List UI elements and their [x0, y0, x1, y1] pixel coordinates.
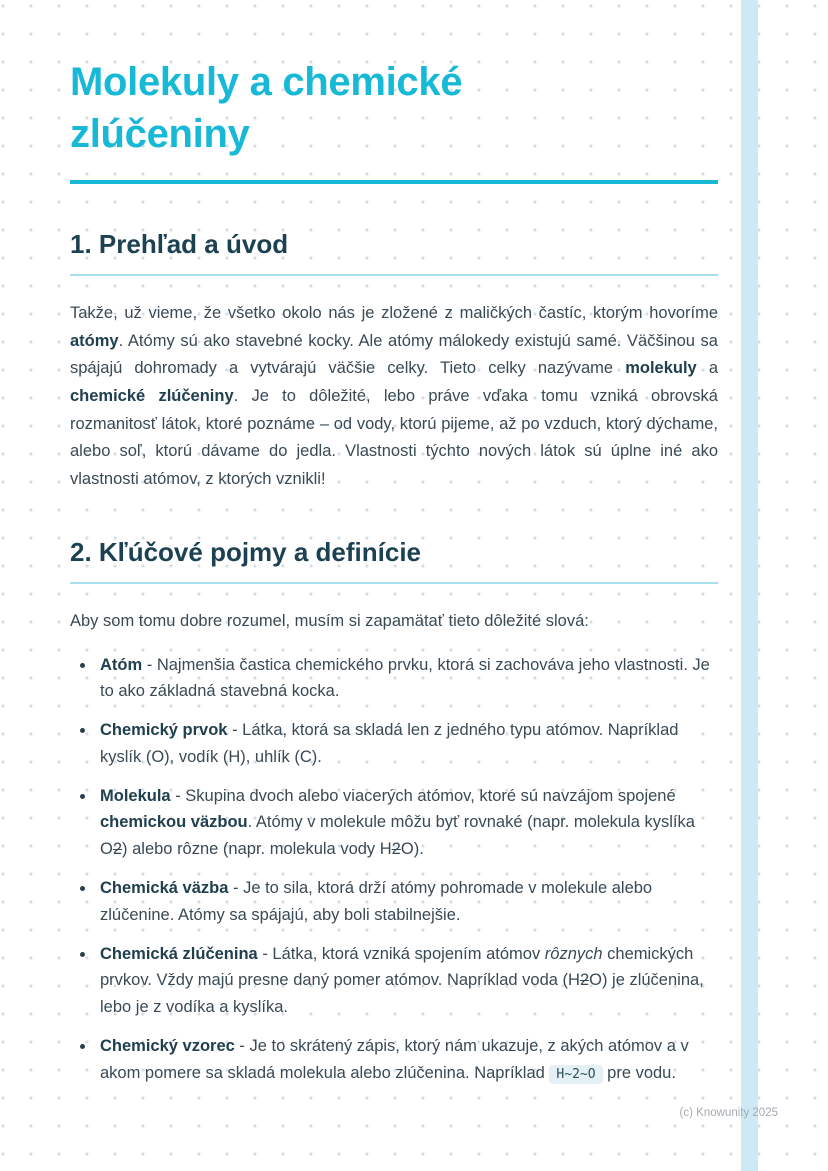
text-run: pre vodu.: [602, 1063, 676, 1082]
text-run: a: [696, 359, 718, 378]
section-definitions: [70, 538, 718, 1086]
text-run: O) je zlúčenina, lebo je z vodíka a kyslíka.: [100, 971, 704, 1016]
text-run: Chemický vzorec: [100, 1037, 235, 1056]
definition-item: [96, 1033, 718, 1086]
text-run: molekuly: [625, 359, 697, 378]
text-run: . Je to dôležité, lebo práve vďaka tomu vzniká obrovská rozmanitosť látok, ktoré poznáme – od vody, ktorú pijeme, až po vzduch, ktorý dýchame, alebo soľ, ktorú dávame do jedla. Vlastnosti týchto nových látok sú úplne iné ako vlastnosti atómov, z ktorých vznikli!: [70, 387, 718, 489]
definition-item: [96, 652, 718, 705]
title-divider: [70, 180, 718, 184]
text-run: atómy: [70, 331, 119, 350]
definition-item: [96, 941, 718, 1020]
text-run: Takže, už vieme, že všetko okolo nás je zložené z maličkých častíc, ktorým hovoríme: [70, 303, 718, 322]
section-2-heading: 2. Kľúčové pojmy a definície: [70, 538, 718, 584]
text-run: 2: [391, 839, 401, 858]
text-run: . Atómy sú ako stavebné kocky. Ale atómy málokedy existujú samé. Väčšinou sa spájajú dohromady a vytvárajú väčšie celky. Tieto celky nazývame: [70, 331, 718, 378]
text-run: . Atómy v molekule môžu byť rovnaké (napr. molekula kyslíka O: [100, 813, 695, 858]
text-run: chemickou väzbou: [100, 813, 248, 832]
inline-code-chip: H~2~O: [549, 1065, 602, 1084]
text-run: ) alebo rôzne (napr. molekula vody H: [122, 839, 392, 858]
definition-item: [96, 875, 718, 928]
page-title-line-1: Molekuly a chemické: [70, 60, 463, 104]
footer-credit: (c) Knowunity 2025: [679, 1107, 778, 1119]
page-title: [70, 56, 718, 160]
text-run: - Skupina dvoch alebo viacerých atómov, ktoré sú navzájom spojené: [170, 787, 676, 806]
text-run: - Najmenšia častica chemického prvku, ktorá si zachováva jeho vlastnosti. Je to ako základná stavebná kocka.: [100, 655, 710, 700]
section-1-heading: 1. Prehľad a úvod: [70, 230, 718, 276]
text-run: 2: [112, 839, 123, 858]
text-run: rôznych: [544, 945, 603, 964]
text-run: Molekula: [100, 787, 171, 806]
text-run: - Je to skrátený zápis, ktorý nám ukazuje, z akých atómov a v akom pomere sa skladá molekula alebo zlúčenina. Napríklad: [100, 1037, 689, 1082]
text-run: Chemický prvok: [100, 721, 228, 740]
text-run: - Je to sila, ktorá drží atómy pohromade v molekule alebo zlúčenine. Atómy sa spájajú, aby boli stabilnejšie.: [100, 879, 653, 924]
text-run: chemické zlúčeniny: [70, 387, 234, 406]
text-run: 2: [579, 971, 590, 990]
definition-item: [96, 783, 718, 862]
definitions-list: [70, 652, 718, 1086]
margin-stripe: [741, 0, 758, 1171]
definition-item: [96, 717, 718, 770]
text-run: Chemická väzba: [100, 879, 229, 898]
text-run: chemických prvkov. Vždy majú presne daný pomer atómov. Napríklad voda (H: [100, 945, 694, 990]
text-run: O).: [400, 839, 424, 858]
page-title-line-2: zlúčeniny: [70, 112, 250, 156]
text-run: - Látka, ktorá sa skladá len z jedného typu atómov. Napríklad kyslík (O), vodík (H), uhlík (C).: [100, 721, 679, 766]
definitions-intro: Aby som tomu dobre rozumel, musím si zapamätať tieto dôležité slová:: [70, 611, 589, 630]
text-run: Atóm: [100, 655, 143, 674]
overview-paragraph: [70, 300, 718, 494]
section-overview: [70, 230, 718, 494]
text-run: - Látka, ktorá vzniká spojením atómov: [257, 945, 545, 964]
text-run: Chemická zlúčenina: [100, 945, 258, 964]
